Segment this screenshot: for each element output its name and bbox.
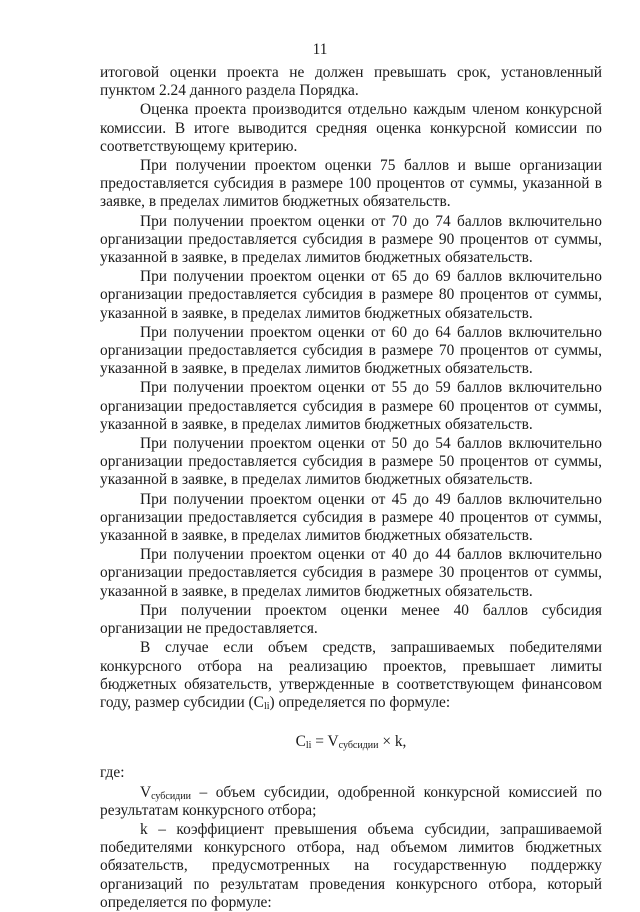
formula-lhs-subscript: li bbox=[305, 740, 312, 752]
formula-intro-text: В случае если объем средств, запрашиваемых победителями конкурсного отбора на реализацию проектов, превышает лимиты бюджетных обязательств, утвержденные в соответствующем финансовом году, размер субсидии (C bbox=[100, 639, 602, 711]
paragraph-score-70-74: При получении проектом оценки от 70 до 74 баллов включительно организации предоставляется субсидия в размере 90 процентов от суммы, указанной в заявке, в пределах лимитов бюджетных обязательств. bbox=[100, 212, 602, 267]
paragraph-score-60-64: При получении проектом оценки от 60 до 64 баллов включительно организации предоставляется субсидия в размере 70 процентов от суммы, указанной в заявке, в пределах лимитов бюджетных обязательств. bbox=[100, 323, 602, 378]
definition-v-subscript: субсидии bbox=[151, 790, 191, 802]
definition-v-text: – объем субсидии, одобренной конкурсной комиссией по результатам конкурсного отбора; bbox=[100, 783, 602, 819]
formula-rest: × k, bbox=[378, 733, 407, 751]
formula-intro-subscript: li bbox=[263, 700, 270, 712]
paragraph-score-45-49: При получении проектом оценки от 45 до 49 баллов включительно организации предоставляется субсидия в размере 40 процентов от суммы, указанной в заявке, в пределах лимитов бюджетных обязательств. bbox=[100, 490, 602, 545]
formula-intro-tail: ) определяется по формуле: bbox=[269, 693, 451, 711]
definition-k-text: – коэффициент превышения объема субсидии, запрашиваемой победителями конкурсного отбора, над объемом лимитов бюджетных обязательств, предусмотренных на государственную поддержку организаций по результатам проведения конкурсного отбора, который определяется по формуле: bbox=[100, 820, 602, 911]
paragraph-score-50-54: При получении проектом оценки от 50 до 54 баллов включительно организации предоставляется субсидия в размере 50 процентов от суммы, указанной в заявке, в пределах лимитов бюджетных обязательств. bbox=[100, 435, 602, 489]
definition-v-symbol: V bbox=[140, 783, 152, 801]
paragraph-score-below-40: При получении проектом оценки менее 40 баллов субсидия организации не предоставляется. bbox=[100, 601, 602, 638]
formula-v: V bbox=[327, 733, 339, 751]
definition-k bbox=[100, 821, 602, 912]
paragraph-continuation: итоговой оценки проекта не должен превышать срок, установленный пунктом 2.24 данного раздела Порядка. bbox=[100, 64, 602, 100]
paragraph-score-55-59: При получении проектом оценки от 55 до 59 баллов включительно организации предоставляется субсидия в размере 60 процентов от суммы, указанной в заявке, в пределах лимитов бюджетных обязательств. bbox=[100, 379, 602, 433]
formula-intro-paragraph bbox=[100, 639, 602, 712]
where-label: где: bbox=[100, 764, 125, 782]
definition-v bbox=[100, 784, 602, 820]
paragraph-score-40-44: При получении проектом оценки от 40 до 44 баллов включительно организации предоставляется субсидия в размере 30 процентов от суммы, указанной в заявке, в пределах лимитов бюджетных обязательств. bbox=[100, 546, 602, 600]
page-number: 11 bbox=[312, 41, 328, 58]
definition-k-symbol: k bbox=[140, 820, 148, 838]
paragraph-score-65-69: При получении проектом оценки от 65 до 69 баллов включительно организации предоставляется субсидия в размере 80 процентов от суммы, указанной в заявке, в пределах лимитов бюджетных обязательств. bbox=[100, 268, 602, 322]
body-text bbox=[100, 64, 602, 912]
formula bbox=[100, 733, 602, 751]
paragraph-score-75: При получении проектом оценки 75 баллов и выше организации предоставляется субсидия в размере 100 процентов от суммы, указанной в заявке, в пределах лимитов бюджетных обязательств. bbox=[100, 157, 602, 211]
formula-v-subscript: субсидии bbox=[338, 740, 379, 752]
formula-lhs: C bbox=[295, 733, 306, 751]
formula-equals: = bbox=[311, 733, 328, 751]
paragraph: Оценка проекта производится отдельно каждым членом конкурсной комиссии. В итоге выводится средняя оценка конкурсной комиссии по соответствующему критерию. bbox=[100, 101, 602, 155]
